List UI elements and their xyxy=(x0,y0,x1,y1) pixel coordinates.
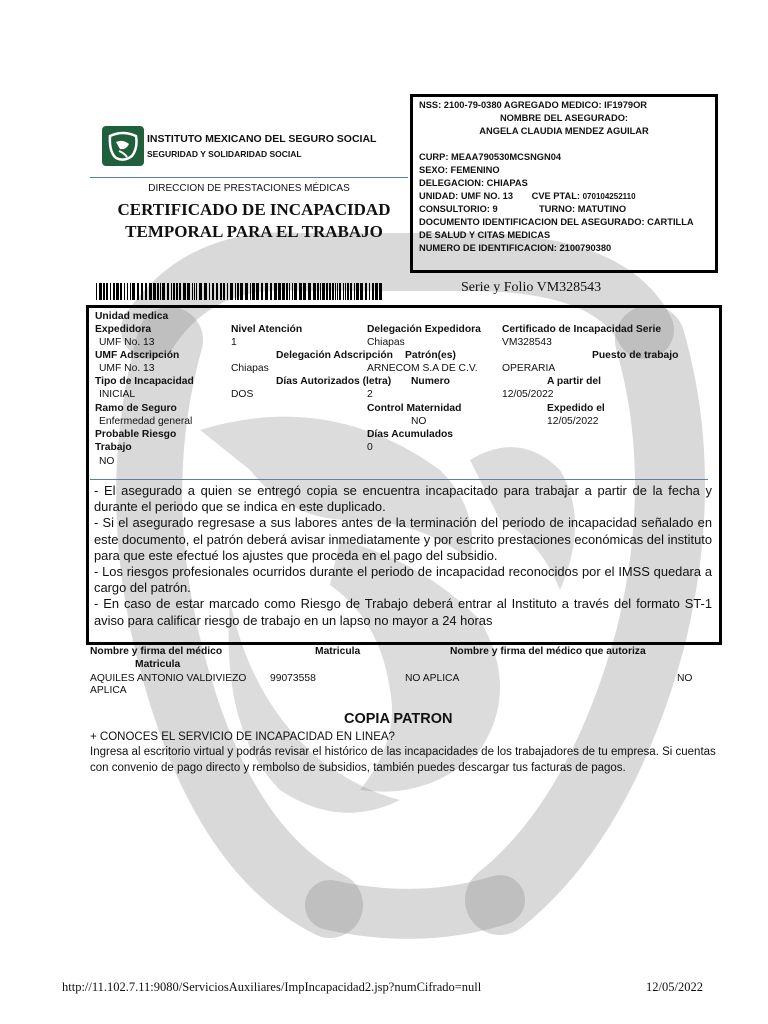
online-service-text: Ingresa al escritorio virtual y podrás revisar el histórico de las incapacidades de los trabajadores de tu empresa. Si cuentas con convenio de pago directo y rembolso de subsidios, también puedes descargar tus facturas de pagos. xyxy=(90,746,716,774)
unidad-medica-label: Unidad medica xyxy=(95,311,169,322)
barcode-bar xyxy=(278,283,281,300)
insured-name: ANGELA CLAUDIA MENDEZ AGUILAR xyxy=(479,126,649,136)
barcode-bar xyxy=(292,283,293,300)
certificado-serie-value: VM328543 xyxy=(502,337,552,348)
control-maternidad-label: Control Maternidad xyxy=(367,403,462,414)
barcode-bar xyxy=(245,283,248,300)
barcode-bar xyxy=(137,283,139,300)
patron-value: ARNECOM S.A DE C.V. xyxy=(367,363,478,374)
delegacion-adscripcion-label: Delegación Adscripción xyxy=(276,350,393,361)
barcode-bar xyxy=(337,283,338,300)
a-partir-value: 12/05/2022 xyxy=(502,389,554,400)
barcode-bar xyxy=(160,283,161,300)
barcode-bar xyxy=(149,283,152,300)
numero-value: 2 xyxy=(367,389,373,400)
barcode-bar xyxy=(157,283,159,300)
a-partir-label: A partir del xyxy=(547,376,601,387)
insured-info-box xyxy=(410,94,718,273)
barcode-bar xyxy=(369,283,370,300)
nivel-atencion-label: Nivel Atención xyxy=(231,324,303,335)
ramo-seguro-label: Ramo de Seguro xyxy=(95,403,177,414)
barcode-bar xyxy=(194,283,195,300)
matricula-value: 99073558 xyxy=(270,673,316,684)
barcode-bar xyxy=(124,283,125,300)
matricula-autoriza-value-line2: APLICA xyxy=(90,685,127,696)
tipo-incapacidad-value: INICIAL xyxy=(99,389,136,400)
print-date: 12/05/2022 xyxy=(646,980,703,994)
institute-name: INSTITUTO MEXICANO DEL SEGURO SOCIAL xyxy=(147,133,377,145)
delegacion: DELEGACION: CHIAPAS xyxy=(419,178,528,188)
doc-id-line1: DOCUMENTO IDENTIFICACION DEL ASEGURADO: CARTILLA xyxy=(419,217,694,227)
barcode-bar xyxy=(153,283,156,300)
numero-identificacion: NUMERO DE IDENTIFICACION: 2100790380 xyxy=(419,243,612,253)
barcode-bar xyxy=(286,283,288,300)
barcode-bar xyxy=(332,283,334,300)
barcode-bar xyxy=(216,283,218,300)
barcode-bar xyxy=(162,283,165,300)
certificado-serie-label: Certificado de Incapacidad Serie xyxy=(502,324,662,335)
unidad: UNIDAD: UMF NO. 13 xyxy=(419,191,514,201)
imss-eagle-logo-icon xyxy=(102,126,144,166)
medico-value: AQUILES ANTONIO VALDIVIEZO xyxy=(90,673,247,684)
matricula-autoriza-label: Matricula xyxy=(135,659,181,670)
medico-autoriza-label: Nombre y firma del médico que autoriza xyxy=(450,646,646,657)
sexo: SEXO: FEMENINO xyxy=(419,165,500,175)
note-item: - Si el asegurado regresase a sus labores antes de la terminación del periodo de incapacidad señalado en este documento, el patrón deberá avisar inmediatamente y por escrito prestaciones económicas del instituto para que este efectué los ajustes que proceda en el pago del subsidio. xyxy=(94,515,712,563)
control-maternidad-value: NO xyxy=(411,416,427,427)
section-rule xyxy=(90,479,708,480)
medico-label: Nombre y firma del médico xyxy=(90,646,223,657)
online-service-heading: + CONOCES EL SERVICIO DE INCAPACIDAD EN LINEA? xyxy=(90,731,395,743)
barcode-bar xyxy=(282,283,285,300)
note-item: - En caso de estar marcado como Riesgo de Trabajo deberá entrar al Instituto a través del formato ST-1 aviso para calificar riesgo de trabajo en un lapso no mayor a 24 horas xyxy=(94,596,712,628)
doc-id-line2: DE SALUD Y CITAS MEDICAS xyxy=(419,230,551,240)
barcode-bar xyxy=(209,283,210,300)
barcode-bar xyxy=(173,283,175,300)
barcode-bar xyxy=(320,283,321,300)
barcode-bar xyxy=(237,283,239,300)
tipo-incapacidad-label: Tipo de Incapacidad xyxy=(95,376,194,387)
expedidora-value: UMF No. 13 xyxy=(99,337,155,348)
barcode-bar xyxy=(379,283,382,300)
direction-text: DIRECCION DE PRESTACIONES MÉDICAS xyxy=(148,183,350,194)
document-title-line1: CERTIFICADO DE INCAPACIDAD xyxy=(117,200,391,219)
barcode-bar xyxy=(308,283,311,300)
barcode-bar xyxy=(176,283,178,300)
barcode-bar xyxy=(187,283,190,300)
barcode-bar xyxy=(335,283,336,300)
notes-paragraph xyxy=(94,483,712,629)
dias-autorizados-label: Días Autorizados (letra) xyxy=(276,376,392,387)
barcode-bar xyxy=(192,283,193,300)
barcode-bar xyxy=(220,283,222,300)
dias-autorizados-value: DOS xyxy=(231,389,254,400)
barcode-bar xyxy=(167,283,169,300)
barcode-bar xyxy=(303,283,306,300)
barcode-bar xyxy=(96,283,97,300)
barcode-bar xyxy=(212,283,214,300)
barcode-bar xyxy=(204,283,207,300)
barcode-bar xyxy=(317,283,319,300)
note-item: - Los riesgos profesionales ocurridos durante el periodo de incapacidad reconocidos por el IMSS quedara a cargo del patrón. xyxy=(94,564,712,596)
consultorio-row xyxy=(419,203,709,216)
barcode-bar xyxy=(270,283,272,300)
barcode-bar xyxy=(354,283,355,300)
barcode-bar xyxy=(350,283,352,300)
barcode-bar xyxy=(261,283,263,300)
barcode-bar xyxy=(120,283,122,300)
serie-folio: Serie y Folio VM328543 xyxy=(461,280,602,295)
barcode-bar xyxy=(299,283,302,300)
delegacion-adscripcion-value: Chiapas xyxy=(231,363,269,374)
barcode-bar xyxy=(235,283,236,300)
barcode-bar xyxy=(347,283,349,300)
copia-patron-heading: COPIA PATRON xyxy=(344,711,453,727)
barcode-bar xyxy=(113,283,115,300)
barcode-bar xyxy=(375,283,378,300)
barcode-bar xyxy=(356,283,359,300)
patron-label: Patrón(es) xyxy=(405,350,456,361)
barcode-bar xyxy=(179,283,181,300)
delegacion-expedidora-label: Delegación Expedidora xyxy=(367,324,481,335)
barcode-bar xyxy=(250,283,251,300)
barcode-bar xyxy=(116,283,119,300)
expedidora-label: Expedidora xyxy=(95,324,152,335)
barcode-bar xyxy=(130,283,131,300)
barcode-bar xyxy=(252,283,255,300)
barcode-bar xyxy=(199,283,202,300)
cve-ptal: 070104252110 xyxy=(582,192,636,201)
numero-label: Numero xyxy=(411,376,450,387)
barcode-bar xyxy=(313,283,316,300)
barcode-bar xyxy=(223,283,225,300)
dias-acumulados-value: 0 xyxy=(367,442,373,453)
barcode-bar xyxy=(110,283,111,300)
barcode-bar xyxy=(322,283,325,300)
barcode-bar xyxy=(183,283,186,300)
nivel-atencion-value: 1 xyxy=(231,337,237,348)
barcode-bar xyxy=(240,283,243,300)
barcode-bar xyxy=(132,283,135,300)
consultorio: CONSULTORIO: 9 xyxy=(419,204,498,214)
barcode-bar xyxy=(227,283,228,300)
barcode-bar xyxy=(171,283,172,300)
umf-adscripcion-label: UMF Adscripción xyxy=(95,350,180,361)
turno: TURNO: MATUTINO xyxy=(539,204,627,214)
barcode-bar xyxy=(196,283,197,300)
barcode-bar xyxy=(326,283,328,300)
barcode-bar xyxy=(365,283,367,300)
barcode-bar xyxy=(230,283,233,300)
barcode-bar xyxy=(256,283,259,300)
barcode-bar xyxy=(127,283,128,300)
barcode-bar xyxy=(345,283,346,300)
curp: CURP: MEAA790530MCSNGN04 xyxy=(419,152,562,162)
delegacion-expedidora-value: Chiapas xyxy=(367,337,405,348)
document-title-line2: TEMPORAL PARA EL TRABAJO xyxy=(125,222,383,241)
ramo-seguro-value: Enfermedad general xyxy=(99,416,193,427)
header-rule xyxy=(90,177,408,178)
barcode-bar xyxy=(294,283,297,300)
barcode-bar xyxy=(141,283,143,300)
nss-line: NSS: 2100-79-0380 AGREGADO MEDICO: IF1979OR xyxy=(419,100,648,110)
dias-acumulados-label: Días Acumulados xyxy=(367,429,454,440)
barcode-bar xyxy=(265,283,268,300)
note-item: - El asegurado a quien se entregó copia se encuentra incapacitado para trabajar a partir de la fecha y durante el periodo que se indica en este duplicado. xyxy=(94,483,712,515)
barcode-bar xyxy=(289,283,290,300)
barcode-bar xyxy=(106,283,108,300)
matricula-label: Matricula xyxy=(315,646,361,657)
institute-motto: SEGURIDAD Y SOLIDARIDAD SOCIAL xyxy=(147,149,302,159)
barcode-bar xyxy=(343,283,344,300)
barcode-bar xyxy=(339,283,341,300)
barcode-icon xyxy=(96,283,384,300)
medico-autoriza-value: NO APLICA xyxy=(405,673,460,684)
expedido-label: Expedido el xyxy=(547,403,605,414)
barcode-bar xyxy=(103,283,105,300)
probable-riesgo-label-line2: Trabajo xyxy=(95,442,132,453)
insured-name-label: NOMBRE DEL ASEGURADO: xyxy=(499,113,629,123)
umf-adscripcion-value: UMF No. 13 xyxy=(99,363,155,374)
barcode-bar xyxy=(99,283,102,300)
barcode-bar xyxy=(145,283,147,300)
barcode-bar xyxy=(329,283,331,300)
barcode-bar xyxy=(360,283,363,300)
expedido-value: 12/05/2022 xyxy=(547,416,599,427)
puesto-trabajo-label: Puesto de trabajo xyxy=(592,350,679,361)
probable-riesgo-value: NO xyxy=(99,456,115,467)
probable-riesgo-label: Probable Riesgo xyxy=(95,429,177,440)
puesto-trabajo-value: OPERARIA xyxy=(502,363,556,374)
matricula-autoriza-value: NO xyxy=(677,673,693,684)
barcode-bar xyxy=(372,283,374,300)
barcode-bar xyxy=(274,283,277,300)
print-url: http://11.102.7.11:9080/ServiciosAuxiliares/ImpIncapacidad2.jsp?numCifrado=null xyxy=(62,980,482,994)
unidad-row xyxy=(419,190,709,203)
cve-ptal-label: CVE PTAL: xyxy=(531,191,580,201)
